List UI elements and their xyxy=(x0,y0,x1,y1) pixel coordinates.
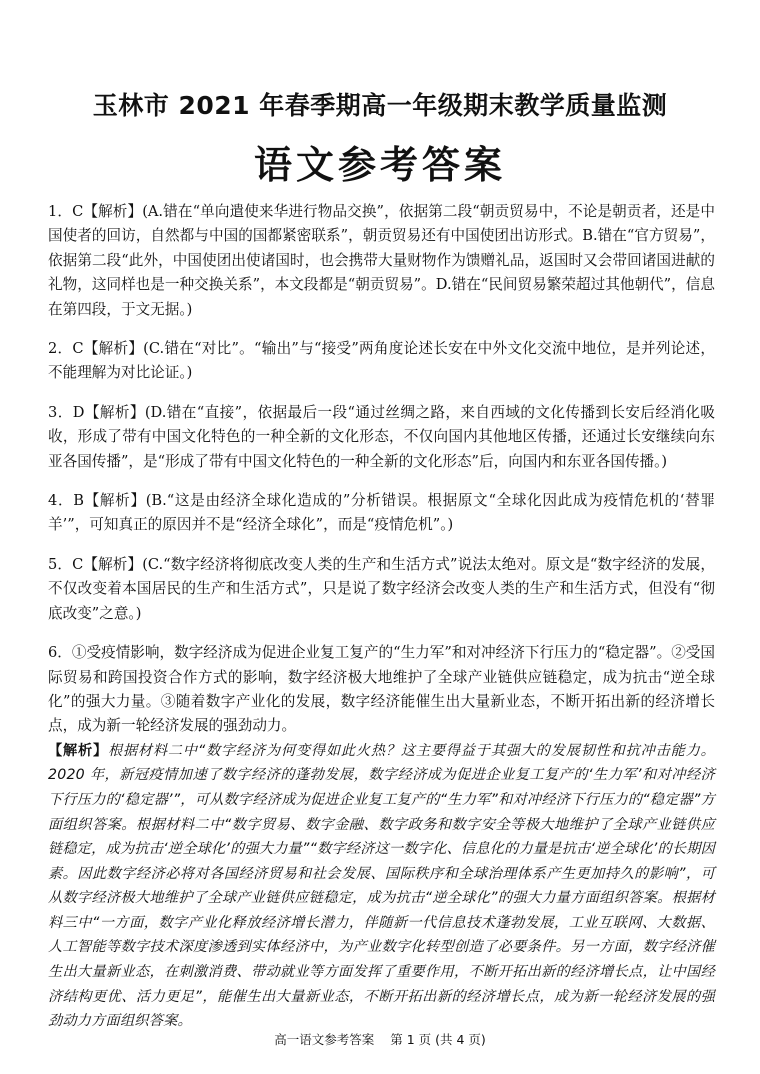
analysis-tag: 【解析】 xyxy=(48,742,108,759)
answer-points: ①受疫情影响，数字经济成为促进企业复工复产的“生力军”和对冲经济下行压力的“稳定器”。②受国际贸易和跨国投资合作方式的影响，数字经济极大地维护了全球产业链供应链稳定，成为抗击“逆全球化”的强大力量。③随着数字产业化的发展，数字经济能催生出大量新业态，不断开拓出新的经济增长点，成为新一轮经济发展的强劲动力。 xyxy=(48,644,715,735)
answer-choice: C xyxy=(72,555,84,573)
analysis-paragraph xyxy=(48,739,715,1034)
footer-page-number: 第 1 页 (共 4 页) xyxy=(390,1032,486,1047)
answer-item-1 xyxy=(48,200,715,322)
answer-text xyxy=(48,641,715,739)
analysis-tag: 【解析】 xyxy=(83,492,146,510)
answer-item-2 xyxy=(48,337,715,386)
answer-item-4 xyxy=(48,489,715,538)
question-number: 1． xyxy=(48,203,73,220)
footer-course: 高一语文参考答案 xyxy=(274,1032,375,1047)
answer-item-6 xyxy=(48,641,715,1034)
analysis-tag: 【解析】 xyxy=(84,403,145,421)
page-footer xyxy=(0,1030,760,1048)
question-number: 5． xyxy=(48,555,73,573)
analysis-text: (A.错在“单向遣使来华进行物品交换”，依据第二段“朝贡贸易中，不论是朝贡者，还是中国使者的回访，自然都与中国的国都紧密联系”，朝贡贸易还有中国使团出访形式。B.错在“官方贸易”，依据第二段“此外，中国使团出使诸国时，也会携带大量财物作为馈赠礼品，返国时又会带回诸国进献的礼物，这同样也是一种交换关系”，本文段都是“朝贡贸易”。D.错在“民间贸易繁荣超过其他朝代”，信息在第四段，于文无据。) xyxy=(48,203,715,318)
analysis-tag: 【解析】 xyxy=(83,555,143,573)
answer-list xyxy=(48,200,715,1034)
answer-choice: C xyxy=(72,203,84,220)
answer-choice: C xyxy=(72,340,84,358)
analysis-tag: 【解析】 xyxy=(83,203,143,220)
analysis-text: (C.错在“对比”。“输出”与“接受”两角度论述长安在中外文化交流中地位，是并列论述，不能理解为对比论证。) xyxy=(48,340,715,382)
question-number: 6． xyxy=(48,644,72,662)
document-title: 语文参考答案 xyxy=(253,143,506,187)
question-number: 2． xyxy=(48,340,73,358)
answer-choice: B xyxy=(73,492,84,510)
question-number: 3． xyxy=(48,403,73,421)
answer-item-3 xyxy=(48,401,715,474)
analysis-text: (C.“数字经济将彻底改变人类的生产和生活方式”说法太绝对。原文是“数字经济的发展，不仅改变着本国居民的生产和生活方式”，只是说了数字经济会改变人类的生产和生活方式，但没有“彻底改变”之意。) xyxy=(48,555,715,622)
exam-title: 玉林市 2021 年春季期高一年级期末教学质量监测 xyxy=(92,91,668,120)
analysis-tag: 【解析】 xyxy=(83,340,144,358)
answer-choice: D xyxy=(72,403,85,421)
analysis-text: (B.“这是由经济全球化造成的”分析错误。根据原文“全球化因此成为疫情危机的‘替罪羊’”，可知真正的原因并不是“经济全球化”，而是“疫情危机”。) xyxy=(48,492,715,534)
analysis-text: (D.错在“直接”，依据最后一段“通过丝绸之路，来自西域的文化传播到长安后经消化吸收，形成了带有中国文化特色的一种全新的文化形态，不仅向国内其他地区传播，还通过长安继续向东亚各国传播”，是“形成了带有中国文化特色的一种全新的文化形态”后，向国内和东亚各国传播。) xyxy=(48,403,715,470)
question-number: 4． xyxy=(48,492,74,510)
analysis-text: 根据材料二中“数字经济为何变得如此火热？这主要得益于其强大的发展韧性和抗冲击能力。2020 年，新冠疫情加速了数字经济的蓬勃发展，数字经济成为促进企业复工复产的‘生力军’和对冲经济下行压力的‘稳定器’”，可从数字经济成为促进企业复工复产的“生力军”和对冲经济下行压力的“稳定器”方面组织答案。根据材料二中“数字贸易、数字金融、数字政务和数字安全等极大地维护了全球产业链供应链稳定，成为抗击‘逆全球化’的强大力量”“数字经济这一数字化、信息化的力量是抗击‘逆全球化’的长期因素。因此数字经济必将对各国经济贸易和社会发展、国际秩序和全球治理体系产生更加持久的影响”，可从数字经济极大地维护了全球产业链供应链稳定，成为抗击“逆全球化”的强大力量方面组织答案。根据材料三中“一方面，数字产业化释放经济增长潜力，伴随新一代信息技术蓬勃发展，工业互联网、大数据、人工智能等数字技术深度渗透到实体经济中，为产业数字化转型创造了必要条件。另一方面，数字经济催生出大量新业态，在刺激消费、带动就业等方面发挥了重要作用，不断开拓出新的经济增长点，让中国经济结构更优、活力更足”，能催生出大量新业态，不断开拓出新的经济增长点，成为新一轮经济发展的强劲动力方面组织答案。 xyxy=(48,742,715,1030)
answer-item-5 xyxy=(48,553,715,626)
